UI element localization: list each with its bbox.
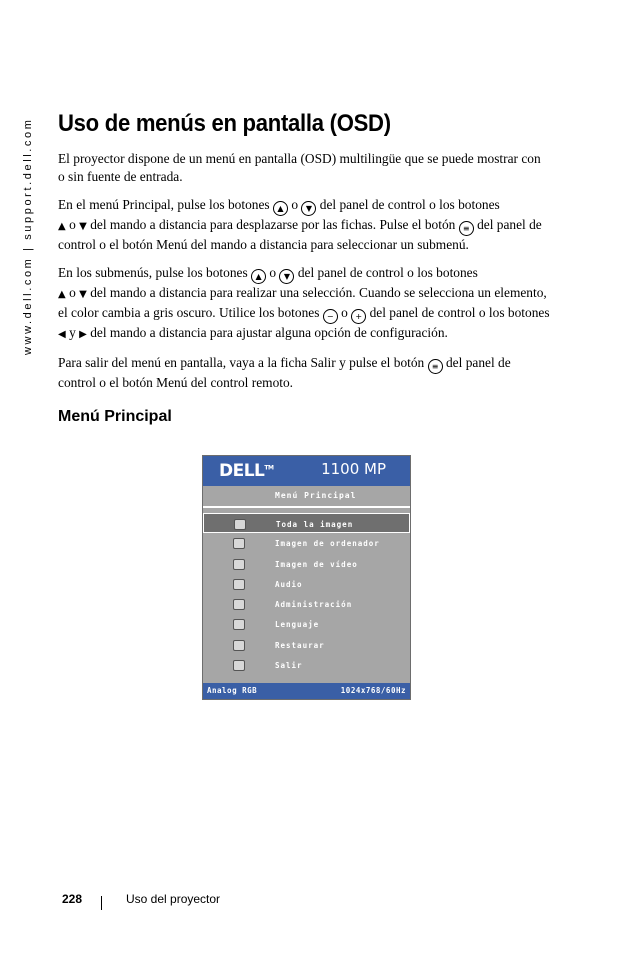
down-button-icon: ▼ [301,201,316,216]
full-image-icon [234,519,246,530]
main-content [58,110,550,426]
video-image-icon [233,559,245,570]
section-heading: Menú Principal [58,408,172,425]
exit-icon [233,660,245,671]
down-button-icon: ▼ [279,269,294,284]
management-icon [233,599,245,610]
intro-paragraph: El proyector dispone de un menú en pantalla (OSD) multilingüe que se puede mostrar con o sin fuente de entrada. [58,151,541,184]
osd-model: 1100 MP [321,460,386,478]
left-arrow-icon: ◀ [58,329,66,340]
speaker-icon [233,579,245,590]
page-title: Uso de menús en pantalla (OSD) [58,110,391,137]
plus-button-icon: + [351,309,366,324]
side-url: www.dell.com | support.dell.com [22,117,34,355]
osd-item-salir[interactable]: Salir [203,655,410,675]
up-button-icon: ▲ [251,269,266,284]
osd-item-administracion[interactable]: Administración [203,594,410,614]
up-arrow-icon: ▲ [58,221,66,232]
language-icon [233,619,245,630]
osd-source: Analog RGB [207,686,258,695]
osd-item-imagen-de-ordenador[interactable]: Imagen de ordenador [203,533,410,553]
computer-image-icon [233,538,245,549]
main-menu-paragraph: En el menú Principal, pulse los botones ▲ o ▼ del panel de control o los botones ▲ o ▼ del mando a distancia para desplazarse por las fichas. Pulse el botón ≡ del panel de control o el botón Menú del mando a distancia para seleccionar un submenú. [58,197,542,252]
up-button-icon: ▲ [273,201,288,216]
up-arrow-icon: ▲ [58,289,66,300]
osd-item-lenguaje[interactable]: Lenguaje [203,614,410,634]
submenu-paragraph: En los submenús, pulse los botones ▲ o ▼ del panel de control o los botones ▲ o ▼ del mando a distancia para realizar una selección. Cuando se selecciona un elemento, el color cambia a gris oscuro. Utilice los botones − o + del panel de control o los botones ◀ y ▶ del mando a distancia para ajustar alguna opción de configuración. [58,265,550,340]
exit-paragraph: Para salir del menú en pantalla, vaya a la ficha Salir y pulse el botón ≡ del panel de control o el botón Menú del control remoto. [58,355,511,390]
reset-icon [233,640,245,651]
footer-section: Uso del proyector [126,892,221,906]
menu-button-icon: ≡ [459,221,474,236]
page-number: 228 [62,892,83,906]
osd-menu-title: Menú Principal [203,486,410,508]
dell-logo: DELL™ [219,461,274,481]
osd-header [203,456,410,486]
osd-item-audio[interactable]: Audio [203,574,410,594]
osd-status-bar [203,683,410,699]
osd-resolution: 1024x768/60Hz [340,686,406,695]
menu-button-icon: ≡ [428,359,443,374]
down-arrow-icon: ▼ [79,221,87,232]
osd-main-menu-figure [202,455,411,700]
osd-item-restaurar[interactable]: Restaurar [203,635,410,655]
minus-button-icon: − [323,309,338,324]
osd-item-toda-la-imagen[interactable]: Toda la imagen [203,513,410,533]
osd-item-imagen-de-video[interactable]: Imagen de vídeo [203,554,410,574]
right-arrow-icon: ▶ [79,329,87,340]
footer-divider [101,896,102,910]
down-arrow-icon: ▼ [79,289,87,300]
osd-menu-list [203,513,410,675]
